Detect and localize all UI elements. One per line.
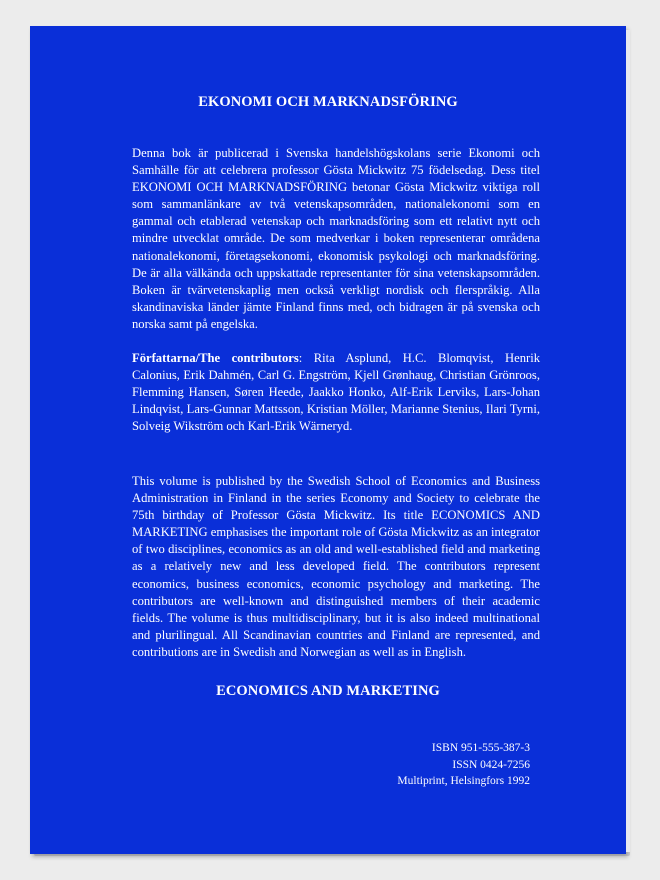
page-edge — [626, 30, 630, 852]
contributors-paragraph — [132, 350, 540, 435]
english-description: This volume is published by the Swedish School of Economics and Business Administration in Finland in the series Economy and Society to celebrate the 75th birthday of Professor Gösta Mickwitz. Its title ECONOMICS AND MARKETING emphasises the important role of Gösta Mickwitz as an integrator of two disciplines, economics as an old and well-established field and marketing as a relatively new and less developed field. The contributors represent economics, business economics, economic psychology and marketing. The contributors are well-known and distinguished members of their academic fields. The volume is thus multidisciplinary, but it is also indeed multinational and plurilingual. All Scandinavian countries and Finland are represented, and contributions are in Swedish and Norwegian as well as in English. — [132, 474, 540, 659]
contributors-list: : Rita Asplund, H.C. Blomqvist, Henrik Calonius, Erik Dahmén, Carl G. Engström, Kjell Grønhaug, Christian Grönroos, Flemming Hansen, Søren Heede, Jaakko Honko, Alf-Erik Lerviks, Lars-Johan Lindqvist, Lars-Gunnar Mattsson, Kristian Möller, Marianne Stenius, Ilari Tyrni, Solveig Wikström och Karl-Erik Wärneryd. — [132, 351, 540, 434]
contributors-label: Författarna/The contributors — [132, 351, 299, 365]
imprint-block — [397, 740, 530, 790]
isbn: ISBN 951-555-387-3 — [431, 742, 530, 754]
printer-info: Multiprint, Helsingfors 1992 — [397, 775, 530, 787]
english-title: ECONOMICS AND MARKETING — [216, 683, 440, 699]
book-back-cover — [30, 26, 626, 854]
swedish-description: Denna bok är publicerad i Svenska handelshögskolans serie Ekonomi och Samhälle för att celebrera professor Gösta Mickwitz 75 födelsedag. Dess titel EKONOMI OCH MARKNADSFÖRING betonar Gösta Mickwitz viktiga roll som sammanlänkare av två vetenskapsområden, nationalekonomi som en gammal och etablerad vetenskap och marknadsföring som ett relativt nytt och mindre utvecklat område. De som medverkar i boken representerar områdena nationalekonomi, företagsekonomi, ekonomisk psykologi och marknadsföring. De är alla välkända och uppskattade representanter för sina vetenskapsområden. Boken är tvärvetenskaplig men också verkligt nordisk och flerspråkig. Alla skandinaviska länder jämte Finland finns med, och bidragen är på svenska och norska samt på engelska. — [132, 146, 540, 331]
swedish-title: EKONOMI OCH MARKNADSFÖRING — [198, 94, 458, 110]
issn: ISSN 0424-7256 — [452, 758, 530, 771]
